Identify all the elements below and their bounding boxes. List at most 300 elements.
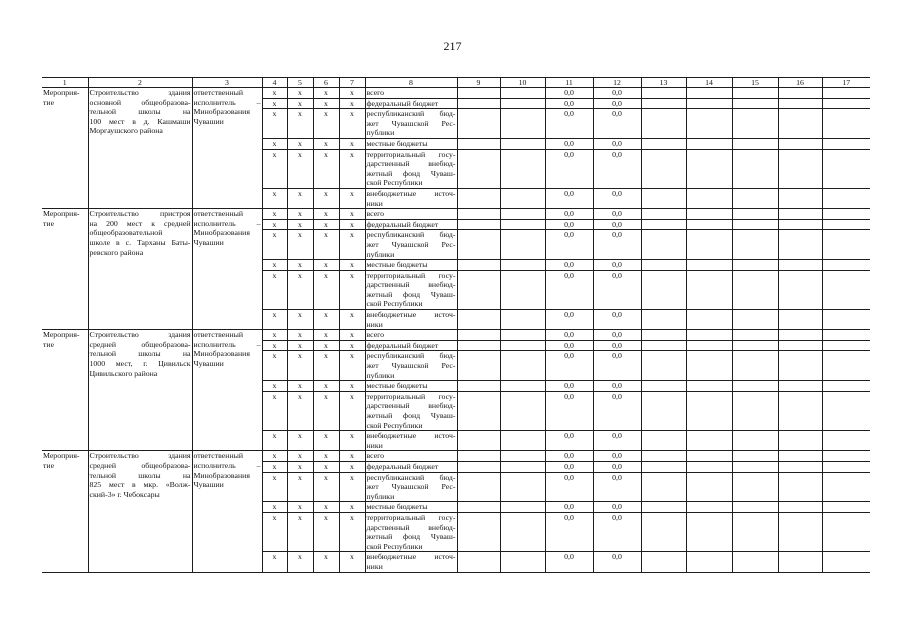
amount-cell [822, 260, 870, 271]
text-line: дарственный внебюд- [366, 159, 456, 169]
code-mark-cell: x [287, 451, 313, 462]
amount-cell [732, 391, 778, 430]
funding-source-cell [365, 340, 457, 351]
amount-cell: 0,0 [545, 88, 593, 99]
amount-cell: 0,0 [545, 138, 593, 149]
amount-cell [686, 391, 732, 430]
amount-cell [822, 98, 870, 109]
activity-name-cell [88, 209, 192, 330]
activity-name-cell [88, 451, 192, 572]
amount-cell: 0,0 [593, 451, 641, 462]
column-number-header: 11 [545, 78, 593, 88]
funding-source-cell [365, 351, 457, 381]
amount-cell [822, 270, 870, 309]
amount-cell: 0,0 [593, 310, 641, 330]
amount-cell [732, 149, 778, 188]
amount-cell [500, 502, 545, 513]
text-line: Строительство здания [89, 88, 191, 97]
code-mark-cell: x [339, 149, 365, 188]
amount-cell [641, 88, 686, 99]
text-line: 1000 мест, г. Цивильск [89, 359, 191, 369]
amount-cell [822, 502, 870, 513]
amount-cell: 0,0 [593, 472, 641, 502]
table-body [42, 88, 870, 573]
amount-cell [457, 512, 500, 551]
text-line: Минобразования [193, 470, 250, 480]
column-number-header: 13 [641, 78, 686, 88]
amount-cell: 0,0 [545, 98, 593, 109]
code-mark-cell: x [287, 472, 313, 502]
amount-cell [457, 552, 500, 572]
amount-cell: 0,0 [545, 109, 593, 139]
code-mark-cell: x [339, 431, 365, 451]
text-line: жет Чувашской Рес- [366, 118, 456, 128]
text-line: федеральный бюджет [366, 461, 439, 471]
column-number-header: 3 [192, 78, 262, 88]
text-line: Мероприя- [43, 330, 80, 340]
text-line: основной общеобразова- [89, 97, 191, 107]
code-mark-cell: x [287, 391, 313, 430]
text-line: на 200 мест к средней [89, 218, 191, 228]
amount-cell [457, 472, 500, 502]
text-line: жет Чувашской Рес- [366, 361, 456, 371]
amount-cell [641, 188, 686, 208]
code-mark-cell: x [287, 431, 313, 451]
activity-type-cell [42, 330, 88, 451]
amount-cell [822, 451, 870, 462]
code-mark-cell: x [313, 230, 339, 260]
funding-source-cell [365, 270, 457, 309]
amount-cell: 0,0 [593, 330, 641, 341]
text-line: Чувашии [193, 480, 224, 490]
text-line: жетный фонд Чуваш- [366, 168, 456, 178]
amount-cell [822, 209, 870, 220]
code-mark-cell: x [262, 270, 287, 309]
amount-cell [641, 381, 686, 392]
text-line: исполнитель – [193, 97, 261, 107]
column-number-header: 6 [313, 78, 339, 88]
code-mark-cell: x [339, 502, 365, 513]
amount-cell [500, 512, 545, 551]
amount-cell [686, 431, 732, 451]
text-line: местные бюджеты [366, 381, 428, 391]
amount-cell [778, 219, 822, 230]
text-line: ской Республики [366, 178, 423, 188]
amount-cell [732, 340, 778, 351]
amount-cell [457, 351, 500, 381]
code-mark-cell: x [313, 340, 339, 351]
amount-cell [641, 310, 686, 330]
funding-source-cell [365, 219, 457, 230]
code-mark-cell: x [287, 330, 313, 341]
text-line: общеобразовательной [89, 228, 163, 238]
code-mark-cell: x [313, 330, 339, 341]
amount-cell [822, 431, 870, 451]
code-mark-cell: x [262, 472, 287, 502]
amount-cell [500, 188, 545, 208]
amount-cell [778, 270, 822, 309]
text-line: дарственный внебюд- [366, 401, 456, 411]
text-line: всего [366, 88, 385, 97]
text-line: республиканский бюд- [366, 109, 456, 119]
amount-cell [686, 472, 732, 502]
text-line: Строительство пристроя [89, 209, 191, 219]
text-line: ответственный [193, 209, 244, 219]
code-mark-cell: x [262, 381, 287, 392]
amount-cell [457, 209, 500, 220]
code-mark-cell: x [262, 552, 287, 572]
activity-type-cell [42, 88, 88, 209]
amount-cell [778, 472, 822, 502]
amount-cell [500, 209, 545, 220]
amount-cell [732, 381, 778, 392]
code-mark-cell: x [262, 431, 287, 451]
amount-cell [822, 219, 870, 230]
amount-cell [457, 451, 500, 462]
column-number-header: 15 [732, 78, 778, 88]
amount-cell [686, 219, 732, 230]
code-mark-cell: x [262, 310, 287, 330]
text-line: 100 мест в д. Кашмаши [89, 116, 191, 126]
amount-cell [822, 512, 870, 551]
amount-cell [686, 512, 732, 551]
amount-cell [732, 109, 778, 139]
amount-cell: 0,0 [593, 98, 641, 109]
amount-cell: 0,0 [545, 230, 593, 260]
amount-cell [500, 340, 545, 351]
amount-cell [822, 381, 870, 392]
amount-cell [686, 149, 732, 188]
code-mark-cell: x [339, 330, 365, 341]
code-mark-cell: x [262, 149, 287, 188]
amount-cell [641, 138, 686, 149]
funding-source-row [42, 330, 870, 341]
executor-cell [192, 88, 262, 209]
funding-source-cell [365, 209, 457, 220]
amount-cell [778, 431, 822, 451]
funding-source-cell [365, 330, 457, 341]
amount-cell [686, 209, 732, 220]
column-number-header: 16 [778, 78, 822, 88]
funding-source-cell [365, 381, 457, 392]
amount-cell [778, 330, 822, 341]
amount-cell [641, 149, 686, 188]
column-number-header: 12 [593, 78, 641, 88]
amount-cell: 0,0 [545, 188, 593, 208]
code-mark-cell: x [339, 188, 365, 208]
amount-cell [500, 472, 545, 502]
amount-cell [732, 310, 778, 330]
text-line: местные бюджеты [366, 502, 428, 512]
code-mark-cell: x [262, 88, 287, 99]
code-mark-cell: x [339, 98, 365, 109]
amount-cell [500, 270, 545, 309]
amount-cell [732, 230, 778, 260]
code-mark-cell: x [313, 270, 339, 309]
amount-cell [686, 310, 732, 330]
text-line: жет Чувашской Рес- [366, 239, 456, 249]
text-line: территориальный госу- [366, 391, 456, 401]
amount-cell [686, 340, 732, 351]
code-mark-cell: x [339, 340, 365, 351]
amount-cell: 0,0 [593, 219, 641, 230]
text-line: публики [366, 491, 395, 501]
amount-cell [457, 431, 500, 451]
amount-cell: 0,0 [545, 260, 593, 271]
code-mark-cell: x [339, 512, 365, 551]
code-mark-cell: x [313, 431, 339, 451]
code-mark-cell: x [287, 219, 313, 230]
page-number: 217 [443, 39, 462, 53]
text-line: Минобразования [193, 349, 250, 359]
amount-cell [778, 149, 822, 188]
amount-cell: 0,0 [593, 138, 641, 149]
code-mark-cell: x [287, 340, 313, 351]
amount-cell: 0,0 [593, 502, 641, 513]
amount-cell: 0,0 [593, 230, 641, 260]
activity-type-cell [42, 209, 88, 330]
amount-cell [686, 330, 732, 341]
amount-cell [822, 351, 870, 381]
text-line: средней общеобразова- [89, 339, 191, 349]
amount-cell [457, 188, 500, 208]
text-line: публики [366, 249, 395, 259]
amount-cell: 0,0 [545, 391, 593, 430]
code-mark-cell: x [339, 138, 365, 149]
amount-cell [822, 230, 870, 260]
text-line: жетный фонд Чуваш- [366, 411, 456, 420]
code-mark-cell: x [262, 188, 287, 208]
amount-cell [732, 219, 778, 230]
text-line: дарственный внебюд- [366, 522, 456, 532]
text-line: дарственный внебюд- [366, 280, 456, 290]
funding-source-row [42, 451, 870, 462]
amount-cell [732, 88, 778, 99]
code-mark-cell: x [287, 260, 313, 271]
text-line: Строительство здания [89, 451, 191, 461]
amount-cell: 0,0 [593, 391, 641, 430]
text-line: ответственный [193, 330, 244, 340]
text-line: тельной школы на [89, 107, 191, 117]
code-mark-cell: x [313, 88, 339, 99]
funding-source-cell [365, 552, 457, 572]
amount-cell [500, 381, 545, 392]
column-number-header: 10 [500, 78, 545, 88]
amount-cell [778, 88, 822, 99]
funding-source-cell [365, 138, 457, 149]
funding-source-cell [365, 391, 457, 430]
amount-cell [822, 461, 870, 472]
code-mark-cell: x [313, 472, 339, 502]
text-line: ской Республики [366, 420, 423, 430]
amount-cell [457, 230, 500, 260]
code-mark-cell: x [287, 138, 313, 149]
funding-source-cell [365, 149, 457, 188]
amount-cell [778, 552, 822, 572]
code-mark-cell: x [313, 451, 339, 462]
code-mark-cell: x [262, 209, 287, 220]
code-mark-cell: x [313, 138, 339, 149]
code-mark-cell: x [339, 451, 365, 462]
amount-cell: 0,0 [545, 502, 593, 513]
amount-cell [500, 138, 545, 149]
text-line: Мероприя- [43, 88, 80, 97]
amount-cell: 0,0 [593, 552, 641, 572]
code-mark-cell: x [339, 219, 365, 230]
amount-cell [500, 351, 545, 381]
amount-cell [641, 431, 686, 451]
code-mark-cell: x [262, 330, 287, 341]
code-mark-cell: x [313, 461, 339, 472]
code-mark-cell: x [287, 188, 313, 208]
amount-cell [641, 391, 686, 430]
amount-cell [778, 230, 822, 260]
amount-cell [457, 310, 500, 330]
code-mark-cell: x [262, 260, 287, 271]
amount-cell: 0,0 [545, 381, 593, 392]
amount-cell [500, 552, 545, 572]
column-number-header: 4 [262, 78, 287, 88]
text-line: республиканский бюд- [366, 230, 456, 240]
text-line: Мероприя- [43, 451, 80, 461]
code-mark-cell: x [287, 512, 313, 551]
amount-cell [641, 109, 686, 139]
code-mark-cell: x [313, 512, 339, 551]
amount-cell: 0,0 [593, 461, 641, 472]
code-mark-cell: x [262, 340, 287, 351]
text-line: федеральный бюджет [366, 340, 439, 350]
amount-cell [778, 188, 822, 208]
amount-cell [778, 461, 822, 472]
amount-cell [686, 351, 732, 381]
amount-cell [732, 188, 778, 208]
amount-cell [732, 472, 778, 502]
funding-source-cell [365, 472, 457, 502]
amount-cell [641, 98, 686, 109]
text-line: ответственный [193, 451, 244, 461]
amount-cell [686, 230, 732, 260]
amount-cell [457, 219, 500, 230]
amount-cell: 0,0 [593, 381, 641, 392]
amount-cell [778, 109, 822, 139]
executor-cell [192, 451, 262, 572]
funding-source-cell [365, 310, 457, 330]
text-line: Чувашии [193, 116, 224, 126]
funding-source-row [42, 209, 870, 220]
amount-cell [641, 552, 686, 572]
text-line: всего [366, 209, 385, 219]
code-mark-cell: x [287, 381, 313, 392]
text-line: Чувашии [193, 359, 224, 369]
funding-source-cell [365, 109, 457, 139]
code-mark-cell: x [313, 502, 339, 513]
activity-name-cell [88, 88, 192, 209]
text-line: исполнитель – [193, 218, 261, 228]
code-mark-cell: x [339, 461, 365, 472]
amount-cell [686, 502, 732, 513]
amount-cell [457, 340, 500, 351]
amount-cell [778, 451, 822, 462]
amount-cell [641, 472, 686, 502]
amount-cell [732, 451, 778, 462]
activity-type-cell [42, 451, 88, 572]
text-line: внебюджетные источ- [366, 188, 456, 198]
text-line: территориальный госу- [366, 270, 456, 280]
code-mark-cell: x [262, 219, 287, 230]
column-number-header: 14 [686, 78, 732, 88]
amount-cell [686, 461, 732, 472]
text-line: Минобразования [193, 107, 250, 117]
amount-cell [822, 138, 870, 149]
text-line: ской Республики [366, 541, 423, 551]
amount-cell: 0,0 [545, 512, 593, 551]
code-mark-cell: x [339, 310, 365, 330]
amount-cell [686, 270, 732, 309]
amount-cell [686, 260, 732, 271]
amount-cell [686, 98, 732, 109]
amount-cell [778, 98, 822, 109]
amount-cell: 0,0 [593, 340, 641, 351]
code-mark-cell: x [262, 391, 287, 430]
funding-source-cell [365, 98, 457, 109]
amount-cell [641, 230, 686, 260]
amount-cell [457, 260, 500, 271]
amount-cell [778, 340, 822, 351]
amount-cell [500, 461, 545, 472]
code-mark-cell: x [262, 502, 287, 513]
amount-cell [641, 512, 686, 551]
amount-cell [822, 149, 870, 188]
text-line: ский-3» г. Чебоксары [89, 489, 160, 499]
column-number-header: 2 [88, 78, 192, 88]
code-mark-cell: x [262, 109, 287, 139]
code-mark-cell: x [287, 502, 313, 513]
amount-cell [457, 330, 500, 341]
text-line: Цивильского района [89, 368, 158, 378]
text-line: внебюджетные источ- [366, 431, 456, 441]
funding-source-cell [365, 260, 457, 271]
code-mark-cell: x [339, 351, 365, 381]
text-line: ревского района [89, 247, 144, 257]
amount-cell [500, 98, 545, 109]
text-line: жет Чувашской Рес- [366, 482, 456, 492]
code-mark-cell: x [287, 209, 313, 220]
code-mark-cell: x [287, 552, 313, 572]
funding-source-cell [365, 502, 457, 513]
amount-cell [641, 461, 686, 472]
code-mark-cell: x [287, 351, 313, 381]
amount-cell [457, 88, 500, 99]
text-line: средней общеобразова- [89, 460, 191, 470]
code-mark-cell: x [313, 109, 339, 139]
code-mark-cell: x [339, 391, 365, 430]
amount-cell [778, 381, 822, 392]
text-line: ники [366, 440, 383, 450]
text-line: территориальный госу- [366, 149, 456, 159]
amount-cell [457, 381, 500, 392]
amount-cell [457, 270, 500, 309]
funding-source-row [42, 88, 870, 99]
amount-cell [778, 209, 822, 220]
text-line: тельной школы на [89, 470, 191, 480]
amount-cell: 0,0 [545, 461, 593, 472]
text-line: ники [366, 561, 383, 571]
code-mark-cell: x [262, 461, 287, 472]
text-line: внебюджетные источ- [366, 310, 456, 320]
amount-cell: 0,0 [593, 512, 641, 551]
amount-cell [822, 552, 870, 572]
amount-cell [822, 391, 870, 430]
